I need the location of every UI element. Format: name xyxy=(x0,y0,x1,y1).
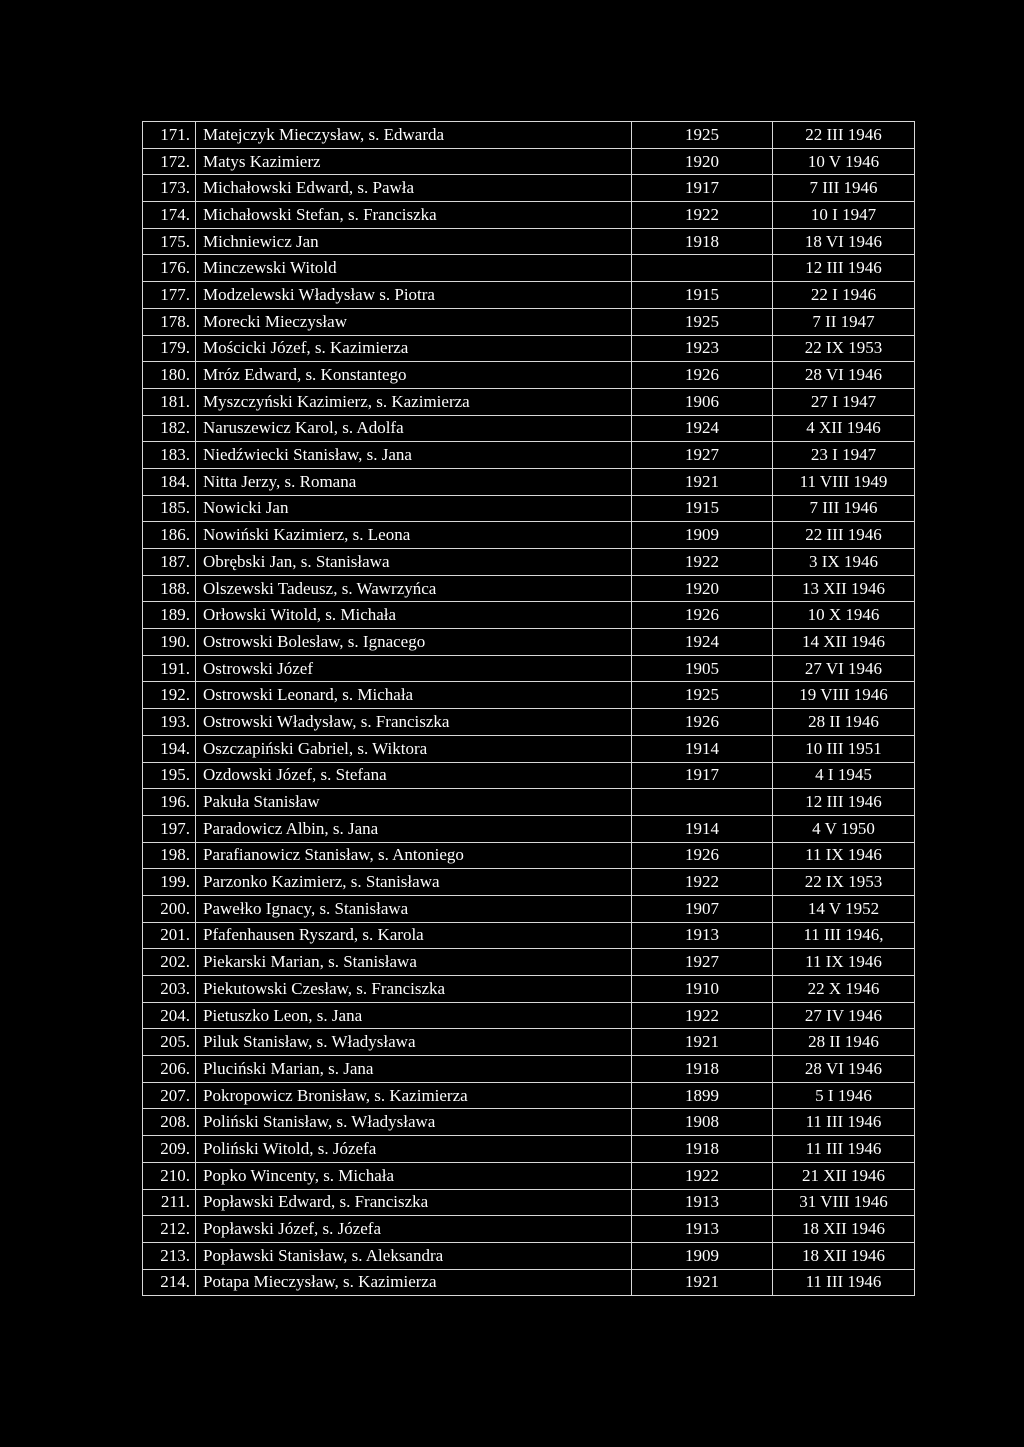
birth-year: 1908 xyxy=(632,1109,773,1136)
row-number: 184. xyxy=(143,468,196,495)
row-number: 179. xyxy=(143,335,196,362)
person-name: Nitta Jerzy, s. Romana xyxy=(196,468,632,495)
person-name: Oszczapiński Gabriel, s. Wiktora xyxy=(196,735,632,762)
person-name: Paradowicz Albin, s. Jana xyxy=(196,815,632,842)
record-date: 28 VI 1946 xyxy=(773,1056,915,1083)
birth-year: 1921 xyxy=(632,1029,773,1056)
record-date: 27 VI 1946 xyxy=(773,655,915,682)
record-date: 7 III 1946 xyxy=(773,495,915,522)
row-number: 191. xyxy=(143,655,196,682)
table-row xyxy=(143,1189,915,1216)
birth-year: 1926 xyxy=(632,842,773,869)
records-table-body xyxy=(143,122,915,1296)
table-row xyxy=(143,1029,915,1056)
table-row xyxy=(143,602,915,629)
birth-year: 1918 xyxy=(632,228,773,255)
record-date: 11 IX 1946 xyxy=(773,949,915,976)
row-number: 186. xyxy=(143,522,196,549)
table-row xyxy=(143,922,915,949)
birth-year: 1920 xyxy=(632,575,773,602)
row-number: 190. xyxy=(143,629,196,656)
row-number: 173. xyxy=(143,175,196,202)
person-name: Popławski Stanisław, s. Aleksandra xyxy=(196,1242,632,1269)
birth-year: 1918 xyxy=(632,1056,773,1083)
row-number: 196. xyxy=(143,789,196,816)
birth-year: 1899 xyxy=(632,1082,773,1109)
table-row xyxy=(143,1136,915,1163)
birth-year: 1915 xyxy=(632,495,773,522)
person-name: Piekutowski Czesław, s. Franciszka xyxy=(196,976,632,1003)
birth-year: 1909 xyxy=(632,1242,773,1269)
record-date: 18 XII 1946 xyxy=(773,1242,915,1269)
table-row xyxy=(143,735,915,762)
row-number: 201. xyxy=(143,922,196,949)
record-date: 28 II 1946 xyxy=(773,1029,915,1056)
table-row xyxy=(143,682,915,709)
row-number: 174. xyxy=(143,202,196,229)
person-name: Matys Kazimierz xyxy=(196,148,632,175)
table-row xyxy=(143,468,915,495)
row-number: 214. xyxy=(143,1269,196,1296)
record-date: 18 VI 1946 xyxy=(773,228,915,255)
person-name: Parzonko Kazimierz, s. Stanisława xyxy=(196,869,632,896)
row-number: 172. xyxy=(143,148,196,175)
record-date: 7 II 1947 xyxy=(773,308,915,335)
birth-year: 1907 xyxy=(632,895,773,922)
birth-year xyxy=(632,789,773,816)
record-date: 10 I 1947 xyxy=(773,202,915,229)
person-name: Olszewski Tadeusz, s. Wawrzyńca xyxy=(196,575,632,602)
records-table xyxy=(142,121,915,1296)
person-name: Ostrowski Leonard, s. Michała xyxy=(196,682,632,709)
person-name: Minczewski Witold xyxy=(196,255,632,282)
person-name: Poliński Stanisław, s. Władysława xyxy=(196,1109,632,1136)
birth-year: 1918 xyxy=(632,1136,773,1163)
person-name: Matejczyk Mieczysław, s. Edwarda xyxy=(196,122,632,149)
person-name: Nowicki Jan xyxy=(196,495,632,522)
row-number: 195. xyxy=(143,762,196,789)
table-row xyxy=(143,655,915,682)
table-row xyxy=(143,575,915,602)
person-name: Michniewicz Jan xyxy=(196,228,632,255)
row-number: 194. xyxy=(143,735,196,762)
birth-year: 1914 xyxy=(632,735,773,762)
row-number: 197. xyxy=(143,815,196,842)
person-name: Pietuszko Leon, s. Jana xyxy=(196,1002,632,1029)
row-number: 212. xyxy=(143,1216,196,1243)
table-row xyxy=(143,495,915,522)
person-name: Parafianowicz Stanisław, s. Antoniego xyxy=(196,842,632,869)
record-date: 27 I 1947 xyxy=(773,388,915,415)
row-number: 192. xyxy=(143,682,196,709)
record-date: 27 IV 1946 xyxy=(773,1002,915,1029)
table-row xyxy=(143,362,915,389)
person-name: Orłowski Witold, s. Michała xyxy=(196,602,632,629)
table-row xyxy=(143,122,915,149)
record-date: 4 I 1945 xyxy=(773,762,915,789)
birth-year: 1906 xyxy=(632,388,773,415)
person-name: Morecki Mieczysław xyxy=(196,308,632,335)
row-number: 178. xyxy=(143,308,196,335)
person-name: Pakuła Stanisław xyxy=(196,789,632,816)
birth-year: 1922 xyxy=(632,202,773,229)
birth-year: 1926 xyxy=(632,709,773,736)
person-name: Myszczyński Kazimierz, s. Kazimierza xyxy=(196,388,632,415)
birth-year: 1909 xyxy=(632,522,773,549)
table-row xyxy=(143,282,915,309)
birth-year: 1925 xyxy=(632,122,773,149)
row-number: 177. xyxy=(143,282,196,309)
table-row xyxy=(143,522,915,549)
birth-year: 1924 xyxy=(632,629,773,656)
person-name: Pfafenhausen Ryszard, s. Karola xyxy=(196,922,632,949)
birth-year: 1917 xyxy=(632,762,773,789)
record-date: 19 VIII 1946 xyxy=(773,682,915,709)
table-row xyxy=(143,842,915,869)
table-row xyxy=(143,1269,915,1296)
person-name: Popławski Józef, s. Józefa xyxy=(196,1216,632,1243)
person-name: Poliński Witold, s. Józefa xyxy=(196,1136,632,1163)
record-date: 14 V 1952 xyxy=(773,895,915,922)
birth-year: 1913 xyxy=(632,1189,773,1216)
row-number: 207. xyxy=(143,1082,196,1109)
birth-year: 1924 xyxy=(632,415,773,442)
person-name: Piekarski Marian, s. Stanisława xyxy=(196,949,632,976)
record-date: 18 XII 1946 xyxy=(773,1216,915,1243)
record-date: 22 I 1946 xyxy=(773,282,915,309)
table-row xyxy=(143,415,915,442)
birth-year: 1922 xyxy=(632,549,773,576)
record-date: 22 X 1946 xyxy=(773,976,915,1003)
table-row xyxy=(143,895,915,922)
birth-year: 1910 xyxy=(632,976,773,1003)
birth-year: 1921 xyxy=(632,468,773,495)
birth-year: 1913 xyxy=(632,1216,773,1243)
birth-year: 1925 xyxy=(632,682,773,709)
person-name: Obrębski Jan, s. Stanisława xyxy=(196,549,632,576)
birth-year: 1914 xyxy=(632,815,773,842)
person-name: Naruszewicz Karol, s. Adolfa xyxy=(196,415,632,442)
birth-year: 1927 xyxy=(632,949,773,976)
row-number: 189. xyxy=(143,602,196,629)
row-number: 193. xyxy=(143,709,196,736)
person-name: Michałowski Edward, s. Pawła xyxy=(196,175,632,202)
person-name: Ostrowski Józef xyxy=(196,655,632,682)
birth-year: 1926 xyxy=(632,602,773,629)
table-row xyxy=(143,388,915,415)
birth-year: 1920 xyxy=(632,148,773,175)
person-name: Popławski Edward, s. Franciszka xyxy=(196,1189,632,1216)
record-date: 11 III 1946 xyxy=(773,1269,915,1296)
record-date: 14 XII 1946 xyxy=(773,629,915,656)
record-date: 5 I 1946 xyxy=(773,1082,915,1109)
table-row xyxy=(143,1082,915,1109)
record-date: 3 IX 1946 xyxy=(773,549,915,576)
person-name: Potapa Mieczysław, s. Kazimierza xyxy=(196,1269,632,1296)
record-date: 22 III 1946 xyxy=(773,122,915,149)
birth-year: 1922 xyxy=(632,1002,773,1029)
table-row xyxy=(143,1242,915,1269)
birth-year: 1923 xyxy=(632,335,773,362)
birth-year: 1921 xyxy=(632,1269,773,1296)
birth-year: 1913 xyxy=(632,922,773,949)
record-date: 22 IX 1953 xyxy=(773,335,915,362)
table-row xyxy=(143,1002,915,1029)
person-name: Pokropowicz Bronisław, s. Kazimierza xyxy=(196,1082,632,1109)
table-row xyxy=(143,815,915,842)
record-date: 12 III 1946 xyxy=(773,789,915,816)
person-name: Popko Wincenty, s. Michała xyxy=(196,1162,632,1189)
birth-year xyxy=(632,255,773,282)
person-name: Piluk Stanisław, s. Władysława xyxy=(196,1029,632,1056)
record-date: 13 XII 1946 xyxy=(773,575,915,602)
record-date: 10 III 1951 xyxy=(773,735,915,762)
table-row xyxy=(143,335,915,362)
row-number: 182. xyxy=(143,415,196,442)
row-number: 210. xyxy=(143,1162,196,1189)
table-row xyxy=(143,1216,915,1243)
record-date: 31 VIII 1946 xyxy=(773,1189,915,1216)
table-row xyxy=(143,308,915,335)
row-number: 202. xyxy=(143,949,196,976)
record-date: 28 VI 1946 xyxy=(773,362,915,389)
birth-year: 1922 xyxy=(632,869,773,896)
table-row xyxy=(143,949,915,976)
row-number: 181. xyxy=(143,388,196,415)
birth-year: 1926 xyxy=(632,362,773,389)
birth-year: 1917 xyxy=(632,175,773,202)
record-date: 11 III 1946 xyxy=(773,1136,915,1163)
row-number: 208. xyxy=(143,1109,196,1136)
row-number: 183. xyxy=(143,442,196,469)
record-date: 22 IX 1953 xyxy=(773,869,915,896)
row-number: 213. xyxy=(143,1242,196,1269)
record-date: 10 X 1946 xyxy=(773,602,915,629)
record-date: 11 VIII 1949 xyxy=(773,468,915,495)
record-date: 12 III 1946 xyxy=(773,255,915,282)
person-name: Niedźwiecki Stanisław, s. Jana xyxy=(196,442,632,469)
birth-year: 1927 xyxy=(632,442,773,469)
record-date: 11 III 1946 xyxy=(773,1109,915,1136)
row-number: 209. xyxy=(143,1136,196,1163)
record-date: 11 III 1946, xyxy=(773,922,915,949)
row-number: 185. xyxy=(143,495,196,522)
person-name: Mróz Edward, s. Konstantego xyxy=(196,362,632,389)
row-number: 206. xyxy=(143,1056,196,1083)
birth-year: 1905 xyxy=(632,655,773,682)
person-name: Nowiński Kazimierz, s. Leona xyxy=(196,522,632,549)
record-date: 23 I 1947 xyxy=(773,442,915,469)
birth-year: 1915 xyxy=(632,282,773,309)
table-row xyxy=(143,202,915,229)
table-row xyxy=(143,1109,915,1136)
row-number: 203. xyxy=(143,976,196,1003)
table-row xyxy=(143,869,915,896)
table-row xyxy=(143,976,915,1003)
table-row xyxy=(143,549,915,576)
person-name: Modzelewski Władysław s. Piotra xyxy=(196,282,632,309)
row-number: 204. xyxy=(143,1002,196,1029)
row-number: 171. xyxy=(143,122,196,149)
table-row xyxy=(143,629,915,656)
record-date: 22 III 1946 xyxy=(773,522,915,549)
table-row xyxy=(143,255,915,282)
record-date: 11 IX 1946 xyxy=(773,842,915,869)
record-date: 7 III 1946 xyxy=(773,175,915,202)
person-name: Pawełko Ignacy, s. Stanisława xyxy=(196,895,632,922)
table-row xyxy=(143,1056,915,1083)
birth-year: 1925 xyxy=(632,308,773,335)
row-number: 205. xyxy=(143,1029,196,1056)
row-number: 200. xyxy=(143,895,196,922)
record-date: 4 XII 1946 xyxy=(773,415,915,442)
person-name: Ostrowski Władysław, s. Franciszka xyxy=(196,709,632,736)
row-number: 187. xyxy=(143,549,196,576)
record-date: 28 II 1946 xyxy=(773,709,915,736)
row-number: 211. xyxy=(143,1189,196,1216)
table-row xyxy=(143,442,915,469)
row-number: 175. xyxy=(143,228,196,255)
table-row xyxy=(143,789,915,816)
record-date: 10 V 1946 xyxy=(773,148,915,175)
record-date: 4 V 1950 xyxy=(773,815,915,842)
row-number: 188. xyxy=(143,575,196,602)
person-name: Pluciński Marian, s. Jana xyxy=(196,1056,632,1083)
person-name: Michałowski Stefan, s. Franciszka xyxy=(196,202,632,229)
table-row xyxy=(143,148,915,175)
table-row xyxy=(143,228,915,255)
table-row xyxy=(143,762,915,789)
birth-year: 1922 xyxy=(632,1162,773,1189)
row-number: 199. xyxy=(143,869,196,896)
person-name: Mościcki Józef, s. Kazimierza xyxy=(196,335,632,362)
table-row xyxy=(143,1162,915,1189)
row-number: 198. xyxy=(143,842,196,869)
person-name: Ozdowski Józef, s. Stefana xyxy=(196,762,632,789)
row-number: 176. xyxy=(143,255,196,282)
person-name: Ostrowski Bolesław, s. Ignacego xyxy=(196,629,632,656)
table-row xyxy=(143,709,915,736)
table-row xyxy=(143,175,915,202)
record-date: 21 XII 1946 xyxy=(773,1162,915,1189)
row-number: 180. xyxy=(143,362,196,389)
